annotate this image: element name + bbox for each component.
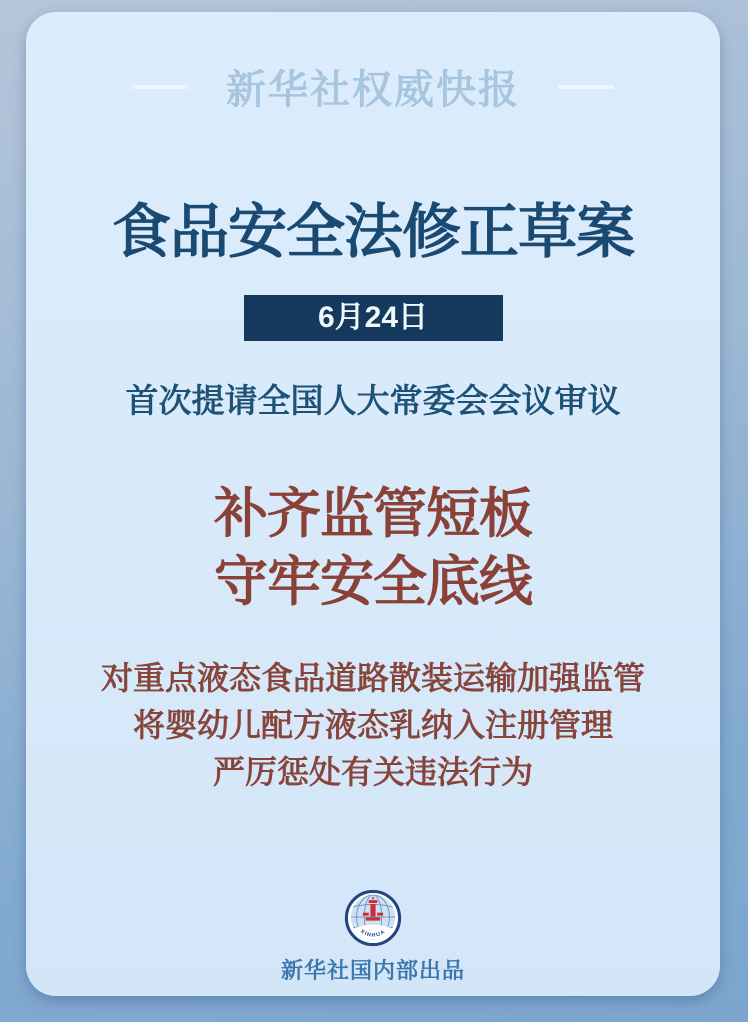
detail-line-1: 对重点液态食品道路散装运输加强监管 xyxy=(100,660,645,696)
logo-ring-text: XINHUA xyxy=(359,928,387,939)
publisher-credit: 新华社国内部出品 xyxy=(280,958,465,983)
key-point-line-1: 补齐监管短板 xyxy=(214,484,532,544)
key-point-line-2: 守牢安全底线 xyxy=(214,552,532,612)
detail-line-3: 严厉惩处有关违法行为 xyxy=(212,754,533,790)
xinhua-logo-svg xyxy=(344,889,402,947)
headline-subtitle: 首次提请全国人大常委会会议审议 xyxy=(125,384,621,420)
masthead xyxy=(26,58,720,115)
left-dash-divider xyxy=(132,85,188,89)
news-card xyxy=(26,12,720,996)
date-badge: 6月24日 xyxy=(244,295,503,341)
headline-title: 食品安全法修正草案 xyxy=(111,199,634,265)
masthead-label: 新华社权威快报 xyxy=(226,68,520,112)
key-points-heading xyxy=(26,480,720,616)
date-badge-row xyxy=(26,295,720,341)
details-block xyxy=(26,655,720,796)
xinhua-logo-icon xyxy=(344,889,402,947)
detail-line-2: 将婴幼儿配方液态乳纳入注册管理 xyxy=(132,707,613,743)
right-dash-divider xyxy=(558,85,614,89)
